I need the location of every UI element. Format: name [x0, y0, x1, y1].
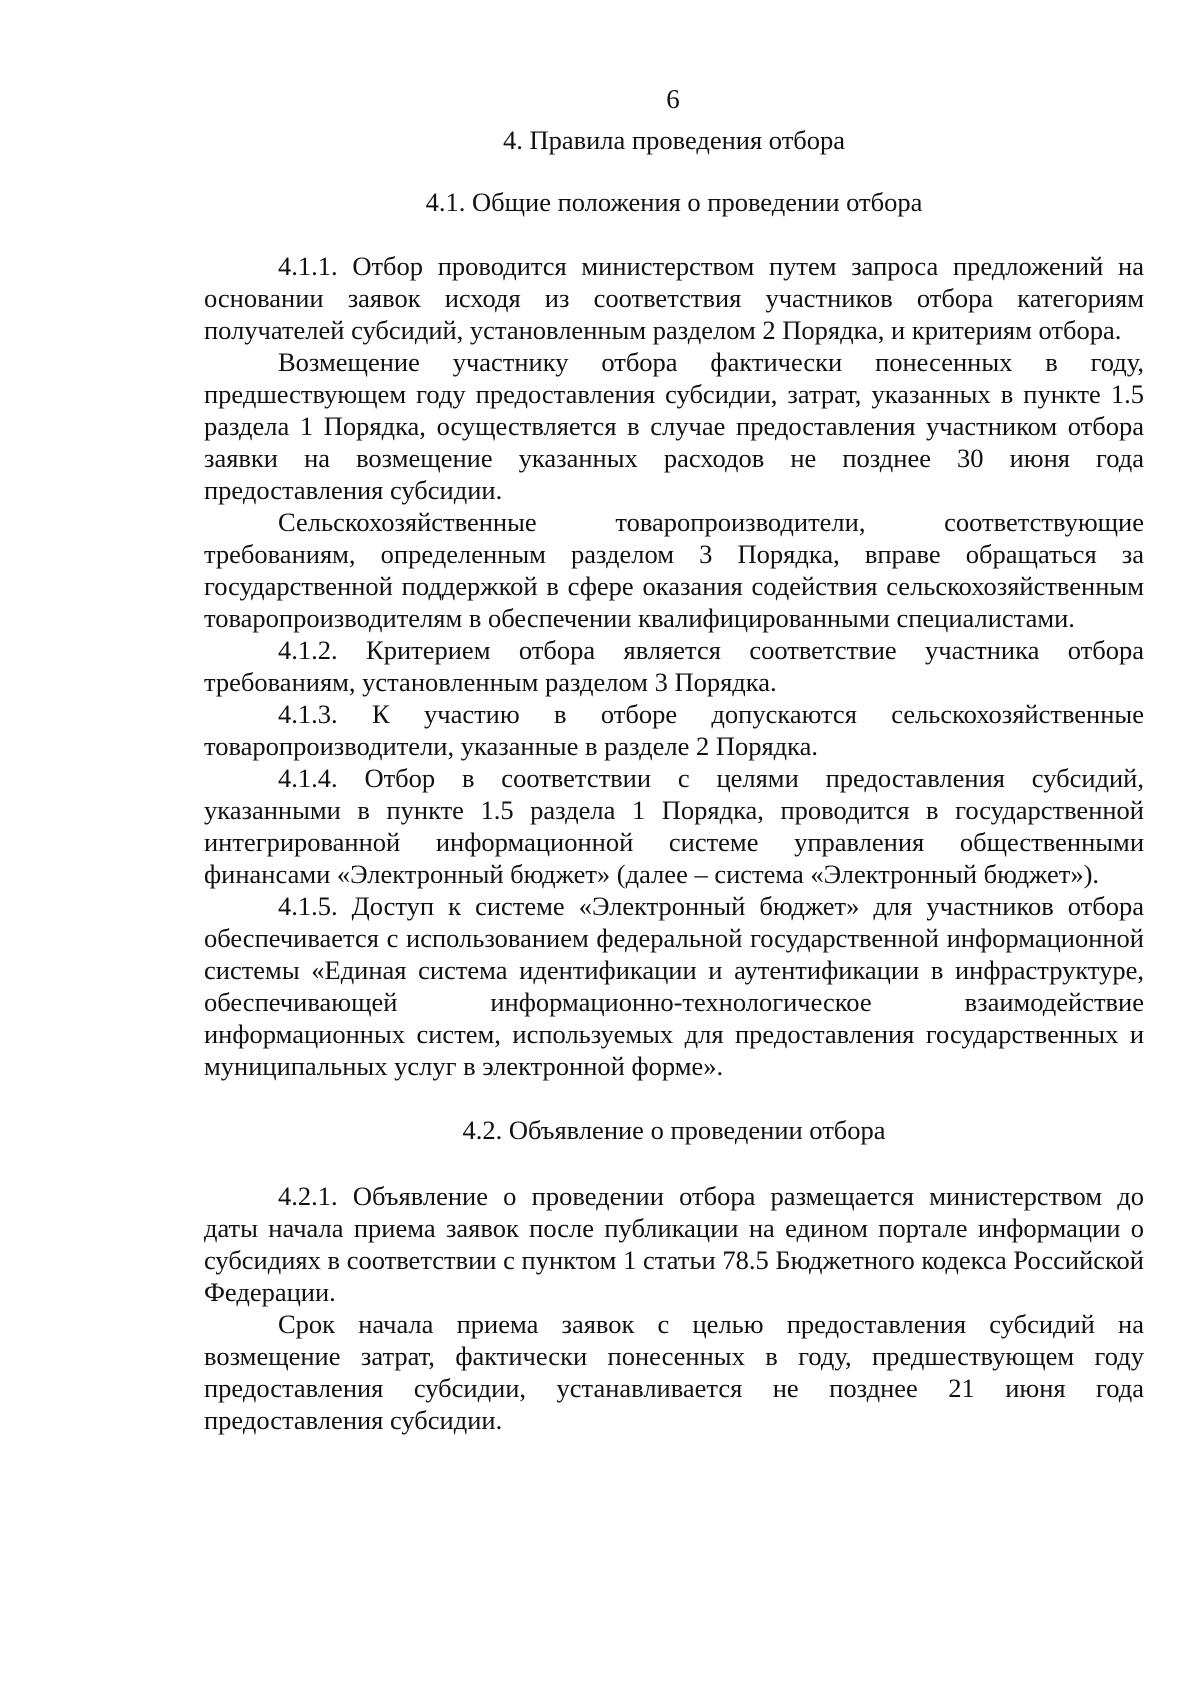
paragraph-4-1-1: 4.1.1. Отбор проводится министерством путем запроса предложений на основании заявок исходя из соответствия участников отбора категориям получателей субсидий, установленным разделом 2 Порядка, и критериям отбора. [204, 251, 1144, 345]
paragraph-start-date: Срок начала приема заявок с целью предоставления субсидий на возмещение затрат, фактически понесенных в году, предшествующем году предоставления субсидии, устанавливается не позднее 21 июня года предоставления субсидии. [204, 1309, 1144, 1435]
section-title: 4. Правила проведения отбора [502, 125, 846, 155]
paragraph-4-1-2: 4.1.2. Критерием отбора является соответствие участника отбора требованиям, установленным разделом 3 Порядка. [204, 635, 1144, 697]
paragraph-4-1-5: 4.1.5. Доступ к системе «Электронный бюджет» для участников отбора обеспечивается с использованием федеральной государственной информационной системы «Единая система идентификации и аутентификации в инфраструктуре, обеспечивающей информационно-технологическое взаимодействие информационных систем, используемых для предоставления государственных и муниципальных услуг в электронной форме». [204, 891, 1144, 1081]
paragraph-4-1-4: 4.1.4. Отбор в соответствии с целями предоставления субсидий, указанными в пункте 1.5 раздела 1 Порядка, проводится в государственной интегрированной информационной системе управления общественными финансами «Электронный бюджет» (далее – система «Электронный бюджет»). [204, 763, 1144, 889]
paragraph-reimbursement: Возмещение участнику отбора фактически понесенных в году, предшествующем году предоставления субсидии, затрат, указанных в пункте 1.5 раздела 1 Порядка, осуществляется в случае предоставления участником отбора заявки на возмещение указанных расходов не позднее 30 июня года предоставления субсидии. [204, 347, 1144, 505]
paragraph-producers: Сельскохозяйственные товаропроизводители, соответствующие требованиям, определенным разделом 3 Порядка, вправе обращаться за государственной поддержкой в сфере оказания содействия сельскохозяйственным товаропроизводителям в обеспечении квалифицированными специалистами. [204, 507, 1144, 633]
subsection-title-4-2: 4.2. Объявление о проведении отбора [462, 1115, 886, 1145]
subsection-title-4-1: 4.1. Общие положения о проведении отбора [425, 187, 923, 217]
paragraph-4-1-3: 4.1.3. К участию в отборе допускаются сельскохозяйственные товаропроизводители, указанные в разделе 2 Порядка. [204, 699, 1144, 761]
paragraph-4-2-1: 4.2.1. Объявление о проведении отбора размещается министерством до даты начала приема заявок после публикации на едином портале информации о субсидиях в соответствии с пунктом 1 статьи 78.5 Бюджетного кодекса Российской Федерации. [204, 1181, 1144, 1307]
document-body [204, 124, 1144, 1436]
page-number: 6 [666, 84, 680, 114]
